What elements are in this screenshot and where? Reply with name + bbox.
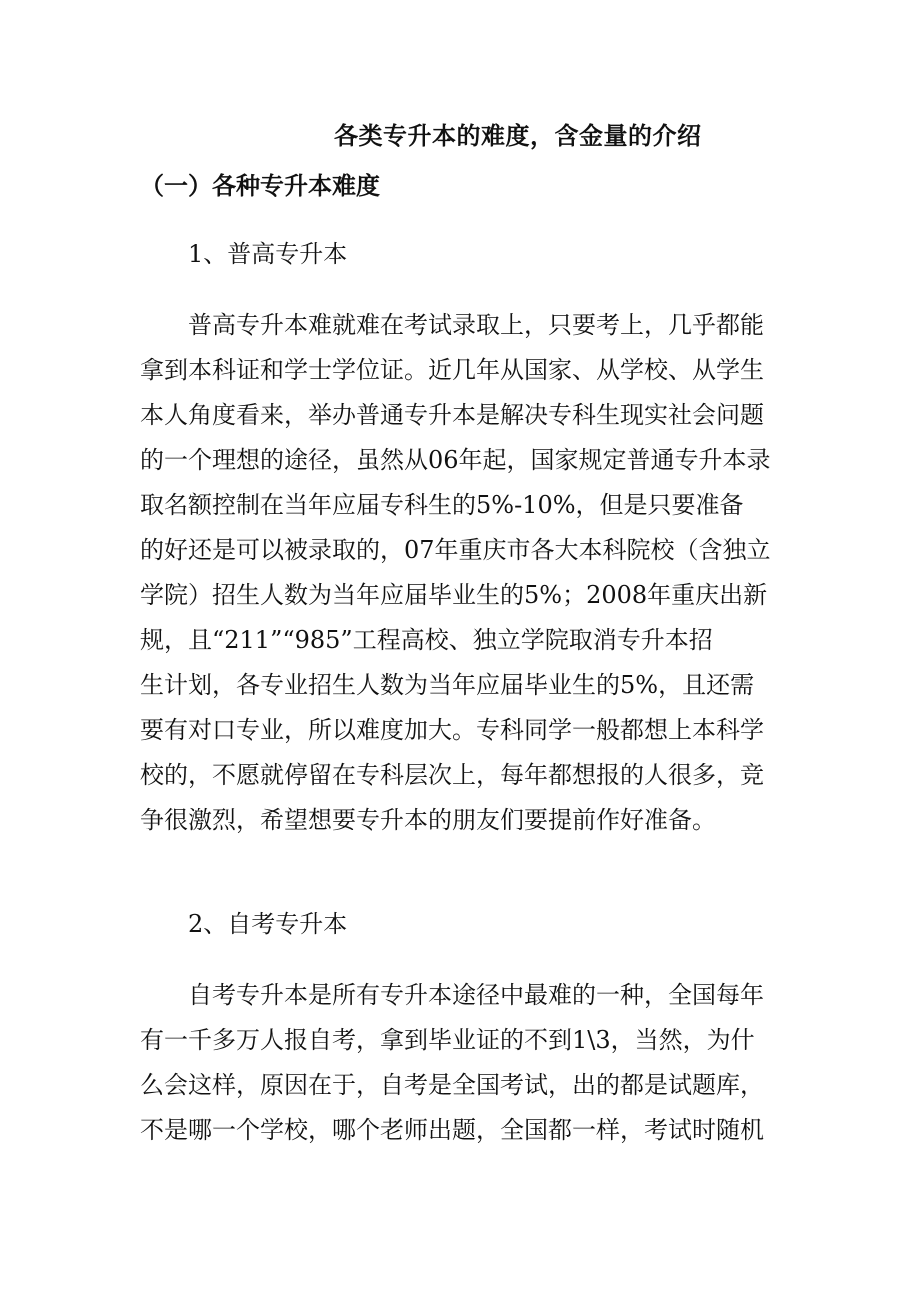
subsection-1-paragraph [140, 303, 780, 843]
paragraph-line: 的一个理想的途径，虽然从06年起，国家规定普通专升本录 [140, 446, 771, 474]
subsection-2-heading: 2、自考专升本 [188, 910, 348, 938]
subsection-1-heading: 1、普高专升本 [188, 240, 348, 268]
paragraph-line: 本人角度看来，举办普通专升本是解决专科生现实社会问题 [140, 401, 764, 429]
paragraph-line: 么会这样，原因在于，自考是全国考试，出的都是试题库， [140, 1071, 764, 1099]
paragraph-line: 规，且“211”“985”工程高校、独立学院取消专升本招 [140, 626, 713, 654]
paragraph-line: 有一千多万人报自考，拿到毕业证的不到1\3，当然，为什 [140, 1026, 755, 1054]
paragraph-line: 普高专升本难就难在考试录取上，只要考上，几乎都能 [188, 311, 764, 339]
subsection-2-paragraph [140, 973, 780, 1153]
paragraph-line: 的好还是可以被录取的，07年重庆市各大本科院校（含独立 [140, 536, 771, 564]
paragraph-line: 生计划，各专业招生人数为当年应届毕业生的5%，且还需 [140, 671, 755, 699]
paragraph-line: 自考专升本是所有专升本途径中最难的一种，全国每年 [188, 981, 764, 1009]
paragraph-line: 争很激烈，希望想要专升本的朋友们要提前作好准备。 [140, 806, 716, 834]
paragraph-line: 校的，不愿就停留在专科层次上，每年都想报的人很多，竞 [140, 761, 764, 789]
paragraph-line: 学院）招生人数为当年应届毕业生的5%；2008年重庆出新 [140, 581, 768, 609]
paragraph-line: 要有对口专业，所以难度加大。专科同学一般都想上本科学 [140, 716, 764, 744]
paragraph-line: 不是哪一个学校，哪个老师出题，全国都一样，考试时随机 [140, 1116, 764, 1144]
section-heading: （一）各种专升本难度 [140, 171, 380, 200]
document-title: 各类专升本的难度，含金量的介绍 [334, 121, 702, 150]
paragraph-line: 拿到本科证和学士学位证。近几年从国家、从学校、从学生 [140, 356, 764, 384]
paragraph-line: 取名额控制在当年应届专科生的5%-10%，但是只要准备 [140, 491, 744, 519]
